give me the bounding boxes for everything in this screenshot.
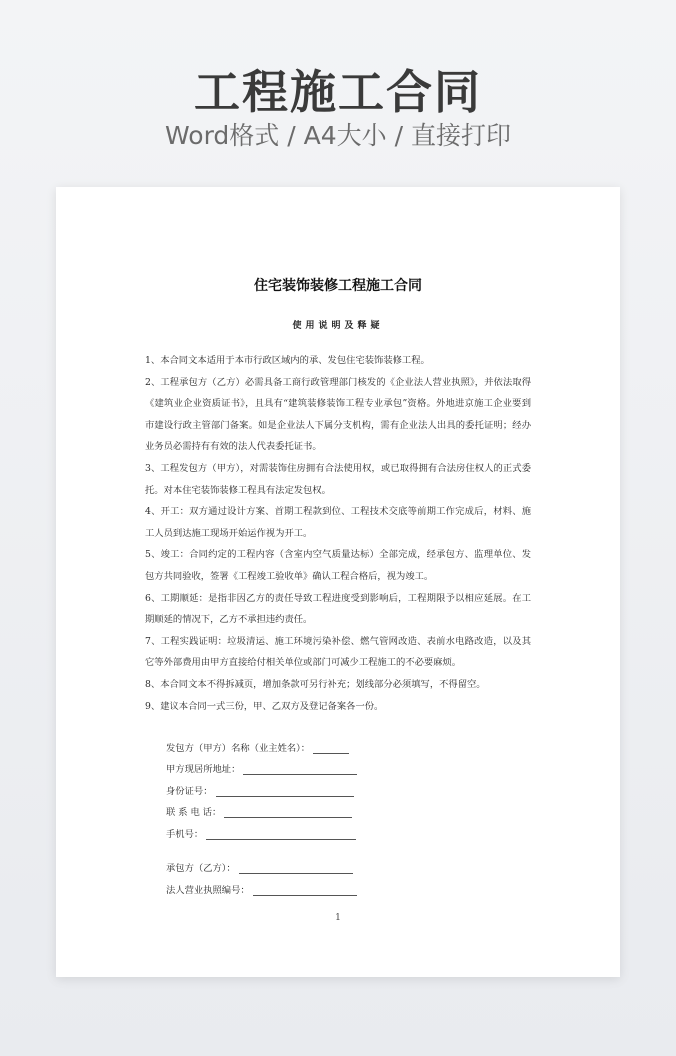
- terms-list: [145, 350, 531, 717]
- fill-in-line[interactable]: [216, 787, 354, 797]
- term-item: 6、工期顺延：是指非因乙方的责任导致工程进度受到影响后，工程期限予以相应延展。在工期顺延的情况下，乙方不承担违约责任。: [145, 592, 531, 626]
- field-label: 身份证号：: [166, 785, 213, 797]
- field-employer-address: [166, 754, 426, 776]
- term-item: 5、竣工：合同约定的工程内容（含室内空气质量达标）全部完成，经承包方、监理单位、发包方共同验收，签署《工程竣工验收单》确认工程合格后，视为竣工。: [145, 549, 531, 582]
- document-title: 住宅装饰装修工程施工合同: [254, 278, 422, 294]
- fill-in-line[interactable]: [206, 830, 356, 840]
- term-item: 8、本合同文本不得拆减页，增加条款可另行补充；划线部分必须填写，不得留空。: [145, 678, 486, 690]
- field-label: 甲方现居所地址：: [166, 764, 241, 775]
- field-label: 发包方（甲方）名称（业主姓名）：: [166, 742, 311, 754]
- fill-in-line[interactable]: [313, 744, 349, 754]
- signature-fields: [166, 732, 426, 896]
- field-label: 联 系 电 话：: [166, 807, 222, 818]
- fill-in-line[interactable]: [253, 886, 357, 896]
- document-page: [56, 187, 620, 977]
- field-employer-name: [166, 732, 426, 754]
- field-label: 法人营业执照编号：: [166, 884, 250, 896]
- fill-in-line[interactable]: [224, 808, 352, 818]
- banner-title: 工程施工合同: [194, 65, 482, 119]
- term-item: 1、本合同文本适用于本市行政区域内的承、发包住宅装饰装修工程。: [145, 355, 430, 366]
- field-mobile: [166, 818, 426, 840]
- field-label: 承包方（乙方）：: [166, 863, 236, 874]
- field-id-number: [166, 775, 426, 797]
- document-subtitle: 使用说明及释疑: [292, 321, 384, 331]
- field-license-number: [166, 874, 426, 896]
- fill-in-line[interactable]: [239, 864, 353, 874]
- term-item: 2、工程承包方（乙方）必需具备工商行政管理部门核发的《企业法人营业执照》，并依法取得《建筑业企业资质证书》，且具有“建筑装修装饰工程专业承包”资格。外地进京施工企业要到市建设行政主管部门备案。如是企业法人下属分支机构，需有企业法人出具的委托证明；经办业务员必需持有有效的法人代表委托证书。: [145, 376, 531, 453]
- field-label: 手机号：: [166, 828, 204, 840]
- fill-in-line[interactable]: [243, 765, 357, 775]
- field-phone: [166, 797, 426, 819]
- banner-subtitle: Word格式 / A4大小 / 直接打印: [165, 121, 511, 150]
- term-item: 4、开工：双方通过设计方案、首期工程款到位、工程技术交底等前期工作完成后，材料、施工人员到达施工现场开始运作视为开工。: [145, 506, 531, 539]
- field-contractor: [166, 853, 426, 875]
- term-item: 7、工程实践证明：垃圾清运、施工环境污染补偿、燃气管网改造、表前水电路改造，以及其它等外部费用由甲方直接给付相关单位或部门可减少工程施工的不必要麻烦。: [145, 635, 531, 669]
- page-number: 1: [335, 913, 341, 923]
- term-item: 9、建议本合同一式三份，甲、乙双方及登记备案各一份。: [145, 700, 384, 712]
- header-banner: [0, 0, 676, 186]
- term-item: 3、工程发包方（甲方），对需装饰住房拥有合法使用权，或已取得拥有合法房住权人的正式委托。对本住宅装饰装修工程具有法定发包权。: [145, 462, 531, 496]
